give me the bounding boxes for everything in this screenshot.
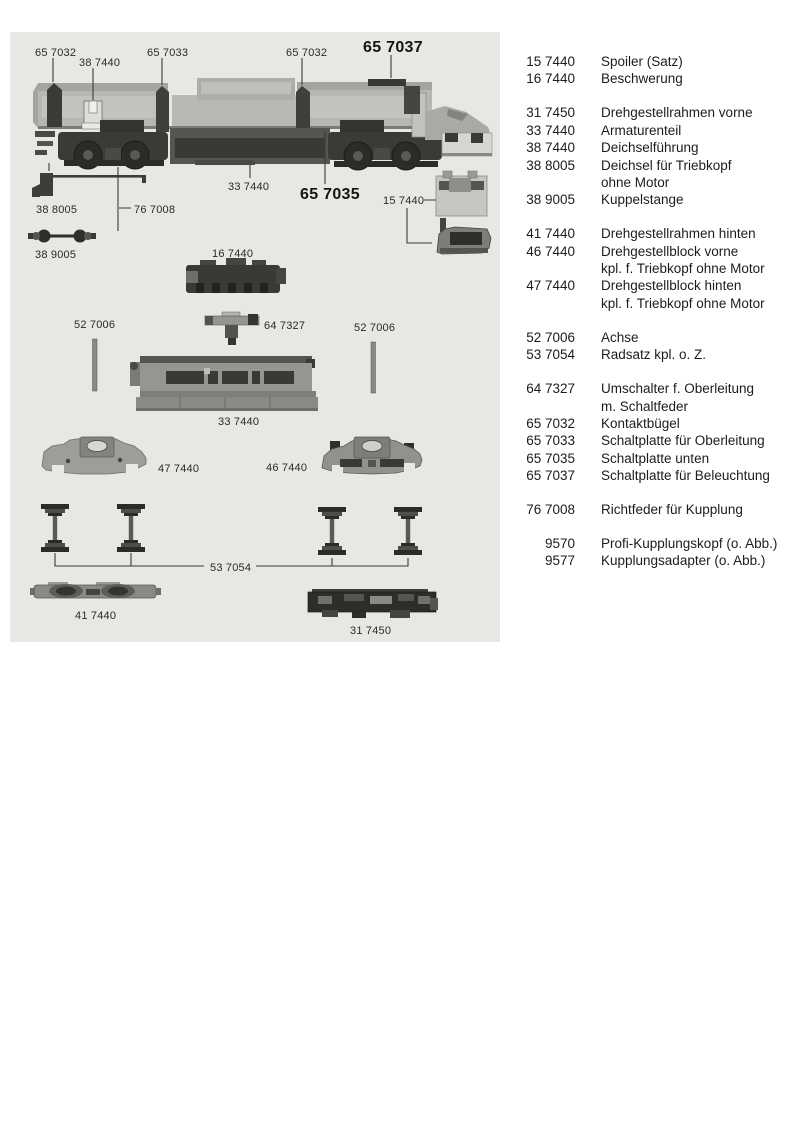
- diagram-label-477440: 47 7440: [158, 463, 200, 475]
- part-description: Umschalter f. Oberleitung: [601, 381, 755, 397]
- radsatz-part-2: [117, 504, 145, 552]
- parts-list-row: [520, 346, 792, 363]
- parts-list-row: [520, 225, 792, 242]
- part-number: 65 7035: [526, 450, 575, 466]
- exploded-diagram-panel: [10, 32, 500, 642]
- diagram-label-387440: 38 7440: [79, 57, 121, 69]
- parts-list: [520, 53, 792, 570]
- part-number: 65 7033: [526, 433, 575, 449]
- part-number: 16 7440: [526, 71, 575, 87]
- radsatz-part-4: [394, 507, 422, 555]
- part-number: 9570: [544, 535, 575, 551]
- part-number: 65 7032: [526, 415, 575, 431]
- part-description: Profi-Kupplungskopf (o. Abb.): [601, 535, 778, 551]
- drehgestellrahmen-part-317450: [308, 589, 438, 618]
- front-step-parts: [35, 131, 55, 155]
- diagram-label-527006-left: 52 7006: [74, 319, 116, 331]
- parts-list-row: [520, 53, 792, 70]
- parts-list-row: [520, 380, 792, 397]
- part-description: Schaltplatte für Oberleitung: [601, 433, 765, 449]
- diagram-label-337440-mid: 33 7440: [218, 416, 260, 428]
- diagram-label-527006-right: 52 7006: [354, 322, 396, 334]
- parts-list-row: [520, 122, 792, 139]
- part-description-line2: kpl. f. Triebkopf ohne Motor: [601, 295, 765, 311]
- locomotive-side-view: [33, 78, 492, 170]
- radsatz-part-3: [318, 507, 346, 555]
- diagram-label-657033: 65 7033: [147, 47, 189, 59]
- achse-part-right: [371, 342, 376, 393]
- part-description: Deichselführung: [601, 140, 699, 156]
- part-number: 33 7440: [526, 122, 575, 138]
- part-number: 38 9005: [526, 192, 575, 208]
- parts-list-row: [520, 552, 792, 569]
- switch-plate-post-657033: [156, 86, 169, 132]
- part-number: 46 7440: [526, 243, 575, 259]
- parts-list-row-continuation: [520, 174, 792, 191]
- part-description: Schaltplatte unten: [601, 450, 710, 466]
- parts-list-row: [520, 535, 792, 552]
- spoiler-part-lower: [437, 218, 491, 254]
- diagram-label-388005: 38 8005: [36, 204, 78, 216]
- diagram-label-657032-left: 65 7032: [35, 47, 77, 59]
- diagram-label-647327: 64 7327: [264, 320, 306, 332]
- part-description-line2: m. Schaltfeder: [601, 398, 689, 414]
- spoiler-part-upper: [436, 171, 487, 216]
- part-number: 64 7327: [526, 381, 575, 397]
- drehgestellrahmen-part-417440: [30, 582, 161, 598]
- exploded-parts-diagram: [10, 32, 500, 642]
- diagram-label-417440: 41 7440: [75, 610, 117, 622]
- umschalter-part-647327: [205, 312, 259, 345]
- part-number: 38 8005: [526, 157, 575, 173]
- part-number: 47 7440: [526, 278, 575, 294]
- parts-list-row-continuation: [520, 398, 792, 415]
- deichsel-part-388005: [32, 173, 146, 197]
- diagram-label-657035: 65 7035: [300, 186, 360, 203]
- contact-strip-left: [47, 83, 62, 127]
- part-description: Beschwerung: [601, 71, 683, 87]
- part-description: Richtfeder für Kupplung: [601, 502, 743, 518]
- kuppelstange-part-389005: [28, 230, 96, 243]
- part-number: 31 7450: [526, 105, 575, 121]
- parts-list-row: [520, 70, 792, 87]
- diagram-label-337440-top: 33 7440: [228, 181, 270, 193]
- parts-list-row: [520, 243, 792, 260]
- underframe-part: [170, 128, 330, 165]
- parts-list-row: [520, 277, 792, 294]
- part-description: Achse: [601, 329, 639, 345]
- parts-list-row: [520, 450, 792, 467]
- diagram-label-657032-right: 65 7032: [286, 47, 328, 59]
- part-number: 76 7008: [526, 502, 575, 518]
- parts-list-row: [520, 415, 792, 432]
- diagram-label-467440: 46 7440: [266, 462, 308, 474]
- parts-list-row-continuation: [520, 260, 792, 277]
- parts-list-row: [520, 432, 792, 449]
- part-description: Drehgestellblock hinten: [601, 278, 742, 294]
- parts-list-row: [520, 467, 792, 484]
- diagram-label-767008: 76 7008: [134, 204, 176, 216]
- parts-list-row: [520, 501, 792, 518]
- part-description: Schaltplatte für Beleuchtung: [601, 468, 770, 484]
- parts-list-row: [520, 157, 792, 174]
- part-description: Kontaktbügel: [601, 415, 680, 431]
- diagram-label-389005: 38 9005: [35, 249, 77, 261]
- diagram-label-537054: 53 7054: [210, 562, 252, 574]
- beschwerung-part-167440: [186, 258, 286, 293]
- part-number: 9577: [544, 553, 575, 569]
- parts-list-row: [520, 191, 792, 208]
- part-number: 38 7440: [526, 140, 575, 156]
- part-description: Drehgestellblock vorne: [601, 243, 739, 259]
- part-description: Deichsel für Triebkopf: [601, 157, 732, 173]
- parts-list-row: [520, 329, 792, 346]
- diagram-label-157440: 15 7440: [383, 195, 425, 207]
- diagram-label-317450: 31 7450: [350, 625, 392, 637]
- diagram-label-167440: 16 7440: [212, 248, 254, 260]
- part-description: Armaturenteil: [601, 122, 682, 138]
- part-description: Drehgestellrahmen vorne: [601, 105, 753, 121]
- part-description: Kuppelstange: [601, 192, 684, 208]
- achse-part-left: [93, 339, 98, 391]
- part-number: 52 7006: [526, 329, 575, 345]
- part-description-line2: ohne Motor: [601, 174, 670, 190]
- part-number: 53 7054: [526, 347, 575, 363]
- part-description: Drehgestellrahmen hinten: [601, 226, 756, 242]
- radsatz-part-1: [41, 504, 69, 552]
- part-number: 15 7440: [526, 54, 575, 69]
- part-description: Spoiler (Satz): [601, 54, 683, 69]
- switch-plate-lighting-part: [368, 79, 406, 86]
- part-number: 41 7440: [526, 226, 575, 242]
- drehgestellblock-part-477440: [42, 437, 146, 474]
- drehgestellblock-part-467440: [322, 437, 422, 474]
- parts-list-row: [520, 104, 792, 121]
- part-description: Radsatz kpl. o. Z.: [601, 347, 707, 363]
- part-number: 65 7037: [526, 468, 575, 484]
- parts-list-row-continuation: [520, 295, 792, 312]
- part-description-line2: kpl. f. Triebkopf ohne Motor: [601, 261, 765, 277]
- part-description: Kupplungsadapter (o. Abb.): [601, 553, 766, 569]
- diagram-label-657037: 65 7037: [363, 39, 423, 56]
- armaturenteil-part-337440: [130, 356, 318, 411]
- parts-list-row: [520, 139, 792, 156]
- contact-strip-right: [296, 86, 310, 132]
